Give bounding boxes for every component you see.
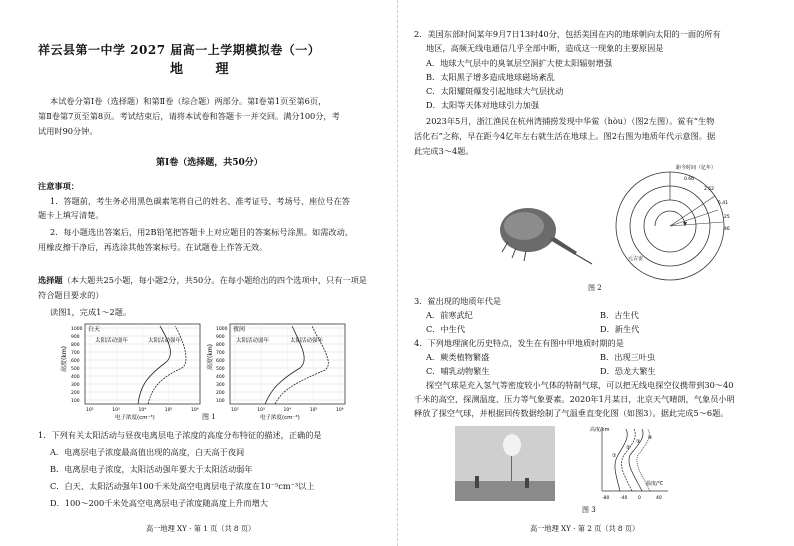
q3-option-c: C．中生代 xyxy=(426,324,466,334)
fig1-day-active-label: 太阳活动强年 xyxy=(148,338,182,344)
fig3-curve-2 xyxy=(622,429,636,491)
q1-option-c: C．白天、太阳活动强年100千米处高空电离层电子浓度在10⁻⁵cm⁻³以上 xyxy=(50,481,315,491)
fig1-ytick-label: 300 xyxy=(71,383,80,388)
figure-1 xyxy=(60,318,360,423)
q3-option-d: D．新生代 xyxy=(600,324,640,334)
section-heading: 第Ⅰ卷（选择题，共50分） xyxy=(156,158,263,168)
figure-2 xyxy=(480,160,740,285)
q2-option-d: D．太阳等天体对地球引力加强 xyxy=(426,100,540,110)
passage3-line-2: 千米的高空，探测温度、压力等气象要素。2020年1月某日，北京天气晴朗，气象员小明 xyxy=(414,394,735,404)
fig1-night-grid xyxy=(230,324,345,404)
left-footer: 高一地理 XY · 第 1 页（共 8 页） xyxy=(146,524,256,533)
fig1-xtick-label: 10⁴ xyxy=(283,408,292,413)
fig1-ytick-label: 1000 xyxy=(216,327,228,332)
notice-line-1: 1．答题前，考生务必用黑色碳素笔将自己的姓名、准考证号、考场号、座位号在答 xyxy=(50,196,350,206)
fig3-caption: 图 3 xyxy=(582,506,596,514)
fig1-day-weak-label: 太阳活动弱年 xyxy=(95,338,129,344)
fig1-xtick-label: 10⁶ xyxy=(191,408,199,413)
fig2-caption: 图 2 xyxy=(588,284,602,292)
mc-intro-line-1 xyxy=(38,276,367,286)
q2-option-a: A．地球大气层中的臭氧层空洞扩大使太阳辐射增强 xyxy=(426,58,613,68)
fig1-xtick-label: 10² xyxy=(86,408,94,413)
fig3-curve-1 xyxy=(615,429,627,491)
notice-line-4: 用橡皮擦干净后，再选涂其他答案标号。在试题卷上作答无效。 xyxy=(38,242,268,252)
fig1-ytick-label: 1000 xyxy=(71,327,83,332)
fig2-label-era: 元古宙 xyxy=(628,256,644,262)
fig2-tick-label: 46 xyxy=(724,227,730,232)
fig1-ytick-label: 900 xyxy=(216,335,225,340)
notice-line-2: 题卡上填写清楚。 xyxy=(38,210,104,220)
q1-option-a: A．电离层电子浓度最高值出现的高度，白天高于夜间 xyxy=(50,447,245,457)
passage2-line-2: 活化石”之称，早在距今4亿年左右就生活在地球上。图2右图为地质年代示意图。据 xyxy=(414,131,716,141)
fig1-ylabel-left: 高度(km) xyxy=(61,345,68,372)
fig1-ytick-label: 400 xyxy=(71,375,80,380)
fig1-ytick-label: 100 xyxy=(216,399,225,404)
geologic-time-circle xyxy=(616,164,730,280)
fig1-night-weak-label: 太阳活动弱年 xyxy=(236,338,270,344)
passage3-line-3: 释放了探空气球，并根据回传数据绘制了气温垂直变化图（如图3）。据此完成5～6题。 xyxy=(414,408,729,418)
figure-3-chart xyxy=(590,425,670,503)
exam-title: 祥云县第一中学 2027 届高一上学期模拟卷（一） xyxy=(38,43,321,57)
passage2-line-3: 此完成3～4题。 xyxy=(414,146,474,156)
read-fig1: 读图1，完成1～2题。 xyxy=(50,307,132,317)
intro-line-2: 第Ⅱ卷第7页至第8页。考试结束后，请将本试卷和答题卡一并交回。满分100分，考 xyxy=(38,111,340,121)
q2-stem-cont: 地区，高频无线电通信几乎全部中断，造成这一现象的主要原因是 xyxy=(426,43,664,53)
q4-option-c: C．哺乳动物繁生 xyxy=(426,366,490,376)
fig2-tick-label: 25 xyxy=(724,215,730,220)
fig3-xticks xyxy=(602,495,662,501)
fig1-xtick-label: 10³ xyxy=(112,408,120,413)
fig1-night-xticks xyxy=(231,407,344,413)
right-footer: 高一地理 XY · 第 2 页（共 8 页） xyxy=(530,524,640,533)
fig3-curve-label: ② xyxy=(626,445,631,451)
fig1-ytick-label: 200 xyxy=(71,391,80,396)
fig1-ytick-label: 800 xyxy=(216,343,225,348)
q1-stem: 1．下列有关太阳活动与昼夜电离层电子浓度的高度分布特征的描述，正确的是 xyxy=(38,430,322,440)
mc-intro-line-2: 符合题目要求的） xyxy=(38,290,104,300)
q1-option-b: B．电离层电子浓度，太阳活动强年要大于太阳活动弱年 xyxy=(50,464,253,474)
fig1-ytick-label: 200 xyxy=(216,391,225,396)
fig1-xtick-label: 10⁶ xyxy=(336,408,344,413)
fig1-day-label: 白天 xyxy=(88,326,101,333)
fig1-ytick-label: 700 xyxy=(71,351,80,356)
fig1-ylabel-right: 高度(km) xyxy=(207,343,214,370)
q4-option-a: A．蕨类植物繁盛 xyxy=(426,352,490,362)
q3-stem: 3．鲎出现的地质年代是 xyxy=(414,296,502,306)
passage3-line-1: 探空气球是充入氢气等密度较小气体的特制气球，可以把无线电探空仪携带到30～40 xyxy=(426,380,734,390)
fig3-xtick-label: -80 xyxy=(602,496,610,501)
mc-intro-text: （本大题共25小题，每小题2分，共50分。在每小题给出的四个选项中，只有一项是 xyxy=(62,275,367,285)
balloon-shape xyxy=(503,434,521,456)
fig1-ytick-label: 900 xyxy=(71,335,80,340)
fig1-xtick-label: 10⁵ xyxy=(309,408,318,413)
balloon-photo xyxy=(455,426,555,501)
fig1-ytick-label: 500 xyxy=(216,367,225,372)
q4-option-b: B．出现三叶虫 xyxy=(600,352,656,362)
fig1-ytick-label: 600 xyxy=(216,359,225,364)
fig1-day-xticks xyxy=(86,407,199,413)
fig3-ylabel: 高度/km xyxy=(590,427,610,433)
fig1-caption: 图 1 xyxy=(202,413,216,421)
fig1-xlabel-right: 电子浓度(cm⁻³) xyxy=(260,415,300,421)
fig3-xlabel: 温度/℃ xyxy=(646,481,664,487)
notice-title: 注意事项： xyxy=(38,181,79,191)
fig1-xtick-label: 10³ xyxy=(257,408,265,413)
q4-stem: 4．下列地理演化历史特点，发生在有图中甲地质时期的是 xyxy=(414,338,624,348)
fig2-tick-label: 2.52 xyxy=(704,187,715,192)
fig1-night-label: 夜间 xyxy=(233,326,246,333)
q2-option-c: C．太阳耀斑爆发引起地球大气层扰动 xyxy=(426,86,564,96)
fig1-ytick-label: 100 xyxy=(71,399,80,404)
horseshoe-crab-image xyxy=(500,208,592,264)
fig1-ytick-label: 700 xyxy=(216,351,225,356)
mc-intro-bold: 选择题 xyxy=(38,275,63,285)
fig1-ytick-label: 300 xyxy=(216,383,225,388)
q4-option-d: D．恐龙大繁生 xyxy=(600,366,656,376)
fig2-tick-label: 5.41 xyxy=(718,201,729,206)
fig1-day-grid xyxy=(85,324,200,404)
intro-line-1: 本试卷分第Ⅰ卷（选择题）和第Ⅱ卷（综合题）两部分。第Ⅰ卷第1页至第6页， xyxy=(50,96,327,106)
q2-option-b: B．太阳黑子增多造成地球磁场紊乱 xyxy=(426,72,555,82)
fig1-xtick-label: 10⁴ xyxy=(138,408,147,413)
fig3-xtick-label: -40 xyxy=(620,496,628,501)
fig3-curve-label: ③ xyxy=(636,439,641,445)
fig3-curve-label: ④ xyxy=(648,435,653,441)
passage2-line-1: 2023年5月，浙江渔民在杭州湾捕捞发现中华鲎（hòu）（图2左图）。鲎有“生物 xyxy=(426,116,715,126)
fig1-xtick-label: 10² xyxy=(231,408,239,413)
fig2-ticks xyxy=(684,176,730,232)
fig2-label-now: 距今时间（亿年） xyxy=(676,165,717,171)
fig1-day-yticks xyxy=(71,326,83,404)
fig1-ytick-label: 400 xyxy=(216,375,225,380)
fig1-ytick-label: 500 xyxy=(71,367,80,372)
fig2-tick-label: 0.66 xyxy=(684,177,695,182)
q3-option-b: B．古生代 xyxy=(600,310,639,320)
q1-option-d: D．100～200千米处高空电离层电子浓度随高度上升而增大 xyxy=(50,498,268,508)
fig1-ytick-label: 800 xyxy=(71,343,80,348)
fig1-xlabel-left: 电子浓度(cm⁻³) xyxy=(115,415,155,421)
intro-line-3: 试用时90分钟。 xyxy=(38,126,98,136)
q3-option-a: A．前寒武纪 xyxy=(426,310,473,320)
fig3-curve-label: ① xyxy=(612,453,617,459)
fig1-night-yticks xyxy=(216,326,228,404)
fig1-xtick-label: 10⁵ xyxy=(164,408,173,413)
notice-line-3: 2．每小题选出答案后，用2B铅笔把答题卡上对应题目的答案标号涂黑。如需改动， xyxy=(50,227,353,237)
fig1-night-active-label: 太阳活动强年 xyxy=(290,338,324,344)
fig1-ytick-label: 600 xyxy=(71,359,80,364)
page-divider xyxy=(397,0,398,546)
fig3-xtick-label: 40 xyxy=(656,496,662,501)
fig3-xtick-label: 0 xyxy=(638,496,641,501)
subject-title: 地 理 xyxy=(170,62,243,77)
q2-stem: 2．美国东部时间某年9月7日13时40分，包括美国在内的地球朝向太阳的一面的所有 xyxy=(414,29,721,39)
